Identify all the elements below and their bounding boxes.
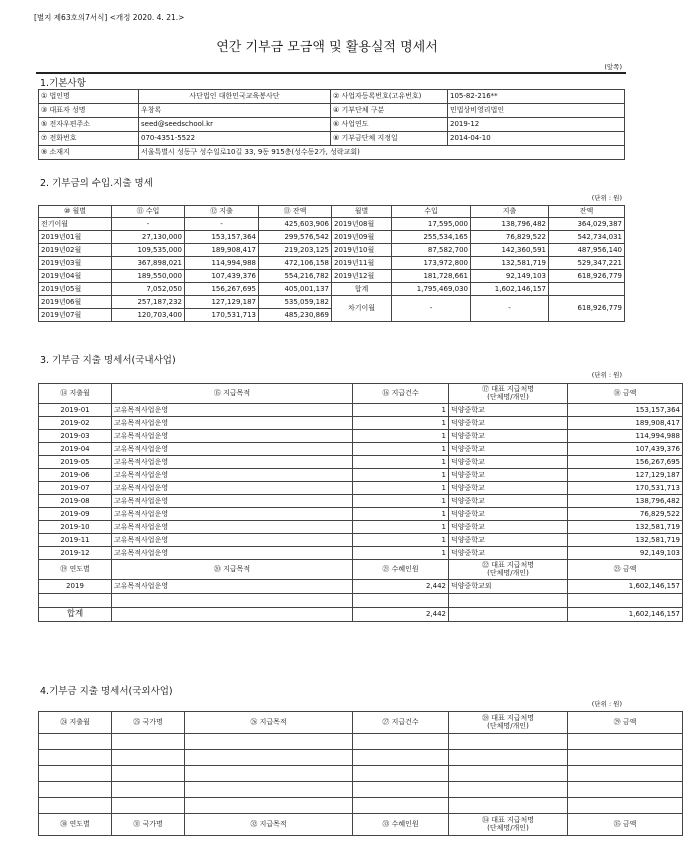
table-cell: 367,898,021: [112, 257, 185, 270]
total-cell: 합계: [39, 608, 112, 622]
table-cell: 고유목적사업운영: [112, 404, 353, 417]
table-cell: 107,439,376: [568, 443, 683, 456]
table-cell: 덕양중학교: [449, 495, 568, 508]
total-cell: 2,442: [353, 608, 449, 622]
table-cell: 1: [353, 482, 449, 495]
col-balance-2: 잔액: [549, 206, 625, 218]
table-cell: 618,926,779: [549, 296, 625, 322]
value-corp-name: 사단법인 대한민국교육봉사단: [139, 90, 331, 104]
unit-label: (단위 : 원): [591, 700, 622, 708]
table-cell: 차기이월: [332, 296, 392, 322]
table-cell: 덕양중학교: [449, 469, 568, 482]
table-cell: 114,994,988: [568, 430, 683, 443]
table-cell: 554,216,782: [259, 270, 332, 283]
table-cell: 132,581,719: [471, 257, 549, 270]
table-cell: 219,203,125: [259, 244, 332, 257]
table-row: [39, 766, 683, 782]
col-os-beneficiaries: ㉝ 수혜인원: [353, 814, 449, 836]
table-cell: 2019-08: [39, 495, 112, 508]
table-cell: 2019-04: [39, 443, 112, 456]
page-note: (앞쪽): [604, 63, 622, 71]
col-count: ⑯ 지급건수: [353, 384, 449, 404]
table-row: [39, 782, 683, 798]
table-cell: 1: [353, 495, 449, 508]
table-cell: 142,360,591: [471, 244, 549, 257]
table-cell: 2019년10월: [332, 244, 392, 257]
table-cell: 92,149,103: [471, 270, 549, 283]
table-cell: 7,052,050: [112, 283, 185, 296]
table-cell: 27,130,000: [112, 231, 185, 244]
table-cell: 덕양중학교: [449, 456, 568, 469]
table-cell: 고유목적사업운영: [112, 430, 353, 443]
value-fiscal-year: 2019-12: [448, 118, 625, 132]
table-row: [39, 547, 683, 560]
table-row: [39, 750, 683, 766]
col-expense-2: 지출: [471, 206, 549, 218]
table-cell: 2019-07: [39, 482, 112, 495]
table-cell: 2019년08월: [332, 218, 392, 231]
col-month-2: 월별: [332, 206, 392, 218]
table-cell: 덕양중학교: [449, 521, 568, 534]
table-cell: 120,703,400: [112, 309, 185, 322]
table-cell: 1: [353, 417, 449, 430]
table-cell: 2019: [39, 580, 112, 594]
col-month: ⑩ 월별: [39, 206, 112, 218]
table-cell: 114,994,988: [185, 257, 259, 270]
col-year-header: ㉑ 수혜인원: [353, 560, 449, 580]
table-cell: 76,829,522: [471, 231, 549, 244]
unit-label: (단위 : 원): [591, 371, 622, 379]
table-cell: 189,908,417: [568, 417, 683, 430]
table-cell: [549, 283, 625, 296]
table-cell: 132,581,719: [568, 521, 683, 534]
table-cell: 2019-09: [39, 508, 112, 521]
table-cell: 덕양중학교: [449, 404, 568, 417]
table-cell: 156,267,695: [568, 456, 683, 469]
table-cell: 189,908,417: [185, 244, 259, 257]
label-designation-date: ⑧ 기부금단체 지정일: [331, 132, 448, 146]
table-cell: 전기이월: [39, 218, 112, 231]
col-income-2: 수입: [392, 206, 471, 218]
col-amount: ⑱ 금액: [568, 384, 683, 404]
table-cell: 고유목적사업운영: [112, 469, 353, 482]
table-cell: 487,956,140: [549, 244, 625, 257]
table-cell: 1: [353, 430, 449, 443]
col-recipient: ⑰ 대표 지급처명 (단체명/개인): [449, 384, 568, 404]
value-designation-date: 2014-04-10: [448, 132, 625, 146]
table-cell: 2019년03월: [39, 257, 112, 270]
label-rep: ③ 대표자 성명: [39, 104, 139, 118]
table-cell: 405,001,137: [259, 283, 332, 296]
table-row: [39, 404, 683, 417]
value-biz-no: 105-82-216**: [448, 90, 625, 104]
table-cell: 고유목적사업운영: [112, 508, 353, 521]
table-cell: 472,106,158: [259, 257, 332, 270]
domestic-expense-table: [38, 383, 683, 622]
table-cell: 덕양중학교: [449, 443, 568, 456]
table-cell: 1,602,146,157: [471, 283, 549, 296]
table-cell: 고유목적사업운영: [112, 482, 353, 495]
table-cell: 고유목적사업운영: [112, 417, 353, 430]
col-os-month: ㉔ 지출월: [39, 712, 112, 734]
table-cell: 고유목적사업운영: [112, 534, 353, 547]
label-address: ⑨ 소재지: [39, 146, 139, 160]
table-cell: 542,734,031: [549, 231, 625, 244]
overseas-expense-table: [38, 711, 683, 836]
table-cell: 2019년07월: [39, 309, 112, 322]
table-row: [39, 244, 625, 257]
table-cell: 2019년09월: [332, 231, 392, 244]
table-row: [39, 456, 683, 469]
table-cell: 2019-02: [39, 417, 112, 430]
table-cell: 1: [353, 534, 449, 547]
table-cell: 535,059,182: [259, 296, 332, 309]
table-cell: 덕양중학교: [449, 508, 568, 521]
label-fiscal-year: ⑥ 사업연도: [331, 118, 448, 132]
col-os-country: ㉕ 국가명: [112, 712, 185, 734]
col-os-recipient-2: ㉞ 대표 지급처명 (단체명/개인): [449, 814, 568, 836]
table-cell: 170,531,713: [568, 482, 683, 495]
table-cell: 92,149,103: [568, 547, 683, 560]
table-cell: 1,602,146,157: [568, 580, 683, 594]
table-cell: 156,267,695: [185, 283, 259, 296]
table-row: [39, 270, 625, 283]
table-cell: 138,796,482: [471, 218, 549, 231]
col-year-header: ⑲ 연도별: [39, 560, 112, 580]
table-cell: 덕양중학교: [449, 482, 568, 495]
table-row: [39, 734, 683, 750]
table-cell: 181,728,661: [392, 270, 471, 283]
table-cell: 2019년01월: [39, 231, 112, 244]
table-cell: 485,230,869: [259, 309, 332, 322]
table-cell: 173,972,800: [392, 257, 471, 270]
value-address: 서울특별시 성동구 성수일로10길 33, 9동 915층(성수동2가, 성락교회): [139, 146, 625, 160]
form-label: [별지 제63호의7서식] <개정 2020. 4. 21.>: [34, 13, 185, 22]
label-biz-no: ② 사업자등록번호(고유번호): [331, 90, 448, 104]
total-row: [39, 608, 683, 622]
col-expense-month: ⑭ 지출월: [39, 384, 112, 404]
table-row: [39, 443, 683, 456]
table-cell: 고유목적사업운영: [112, 580, 353, 594]
table-cell: -: [112, 218, 185, 231]
value-email: seed@seedschool.kr: [139, 118, 331, 132]
table-row: [39, 231, 625, 244]
table-cell: 1: [353, 404, 449, 417]
table-cell: 127,129,187: [185, 296, 259, 309]
col-os-purpose-2: ㉜ 지급목적: [185, 814, 353, 836]
table-cell: 364,029,387: [549, 218, 625, 231]
table-row: [39, 798, 683, 814]
table-cell: 153,157,364: [568, 404, 683, 417]
table-cell: -: [185, 218, 259, 231]
value-rep: 우창록: [139, 104, 331, 118]
table-cell: 2019년12월: [332, 270, 392, 283]
col-year-header: ㉓ 금액: [568, 560, 683, 580]
col-purpose: ⑮ 지급목적: [112, 384, 353, 404]
table-cell: 1: [353, 443, 449, 456]
col-os-amount-2: ㉟ 금액: [568, 814, 683, 836]
value-org-type: 민법상비영리법인: [448, 104, 625, 118]
table-row: [39, 430, 683, 443]
table-cell: 2019년11월: [332, 257, 392, 270]
col-os-year: ㉚ 연도별: [39, 814, 112, 836]
table-cell: 2019-03: [39, 430, 112, 443]
table-cell: 127,129,187: [568, 469, 683, 482]
table-cell: 1: [353, 469, 449, 482]
table-row: [39, 495, 683, 508]
section-1-heading: 1.기본사항: [40, 78, 86, 89]
table-row: [39, 580, 683, 594]
table-row: [39, 469, 683, 482]
table-cell: 2019-05: [39, 456, 112, 469]
top-rule: [36, 72, 626, 74]
table-cell: 529,347,221: [549, 257, 625, 270]
income-expense-table: [38, 205, 625, 322]
table-row: [39, 257, 625, 270]
table-cell: 2019-11: [39, 534, 112, 547]
label-org-type: ④ 기부단체 구분: [331, 104, 448, 118]
table-cell: 고유목적사업운영: [112, 547, 353, 560]
col-os-amount: ㉙ 금액: [568, 712, 683, 734]
basic-info-table: [38, 89, 625, 160]
total-cell: 1,602,146,157: [568, 608, 683, 622]
table-row: [39, 482, 683, 495]
table-cell: 2019-06: [39, 469, 112, 482]
value-phone: 070-4351-5522: [139, 132, 331, 146]
table-cell: 덕양중학교외: [449, 580, 568, 594]
col-balance: ⑬ 잔액: [259, 206, 332, 218]
table-row: [39, 508, 683, 521]
table-cell: 425,603,906: [259, 218, 332, 231]
table-cell: 2019-01: [39, 404, 112, 417]
table-cell: 618,926,779: [549, 270, 625, 283]
table-row: [39, 283, 625, 296]
table-cell: 2019-10: [39, 521, 112, 534]
table-cell: 87,582,700: [392, 244, 471, 257]
table-row: [39, 534, 683, 547]
col-os-purpose: ㉖ 지급목적: [185, 712, 353, 734]
label-phone: ⑦ 전화번호: [39, 132, 139, 146]
table-row: [39, 521, 683, 534]
col-year-header: ㉒ 대표 지급처명 (단체명/개인): [449, 560, 568, 580]
col-expense: ⑫ 지출: [185, 206, 259, 218]
table-cell: 합계: [332, 283, 392, 296]
section-3-heading: 3. 기부금 지출 명세서(국내사업): [40, 355, 176, 366]
label-corp-name: ① 법인명: [39, 90, 139, 104]
table-cell: 2019년05월: [39, 283, 112, 296]
table-cell: 2,442: [353, 580, 449, 594]
col-os-recipient: ㉘ 대표 지급처명 (단체명/개인): [449, 712, 568, 734]
table-cell: 덕양중학교: [449, 417, 568, 430]
table-cell: 1: [353, 456, 449, 469]
table-cell: 고유목적사업운영: [112, 495, 353, 508]
col-os-country-2: ㉛ 국가명: [112, 814, 185, 836]
table-cell: 2019년04월: [39, 270, 112, 283]
col-income: ⑪ 수입: [112, 206, 185, 218]
table-cell: 고유목적사업운영: [112, 456, 353, 469]
table-cell: -: [392, 296, 471, 322]
table-cell: 138,796,482: [568, 495, 683, 508]
table-cell: 1: [353, 547, 449, 560]
table-cell: 189,550,000: [112, 270, 185, 283]
table-cell: 1: [353, 508, 449, 521]
table-cell: 76,829,522: [568, 508, 683, 521]
table-row: [39, 417, 683, 430]
table-cell: 170,531,713: [185, 309, 259, 322]
table-cell: 2019-12: [39, 547, 112, 560]
col-os-count: ㉗ 지급건수: [353, 712, 449, 734]
col-year-header: ⑳ 지급목적: [112, 560, 353, 580]
section-2-heading: 2. 기부금의 수입.지출 명세: [40, 178, 153, 189]
table-cell: 고유목적사업운영: [112, 521, 353, 534]
table-cell: 덕양중학교: [449, 430, 568, 443]
table-cell: 고유목적사업운영: [112, 443, 353, 456]
table-cell: -: [471, 296, 549, 322]
table-cell: 299,576,542: [259, 231, 332, 244]
table-cell: 255,534,165: [392, 231, 471, 244]
table-cell: 257,187,232: [112, 296, 185, 309]
unit-label: (단위 : 원): [591, 194, 622, 202]
table-cell: 132,581,719: [568, 534, 683, 547]
table-cell: 2019년06월: [39, 296, 112, 309]
page-title: 연간 기부금 모금액 및 활용실적 명세서: [216, 40, 438, 55]
table-cell: 덕양중학교: [449, 547, 568, 560]
table-cell: 2019년02월: [39, 244, 112, 257]
table-cell: 153,157,364: [185, 231, 259, 244]
table-cell: 107,439,376: [185, 270, 259, 283]
table-cell: 1,795,469,030: [392, 283, 471, 296]
label-email: ⑤ 전자우편주소: [39, 118, 139, 132]
section-4-heading: 4.기부금 지출 명세서(국외사업): [40, 686, 173, 697]
table-cell: 17,595,000: [392, 218, 471, 231]
table-cell: 109,535,000: [112, 244, 185, 257]
table-row: [39, 296, 625, 309]
table-cell: 1: [353, 521, 449, 534]
table-cell: 덕양중학교: [449, 534, 568, 547]
table-row: [39, 218, 625, 231]
